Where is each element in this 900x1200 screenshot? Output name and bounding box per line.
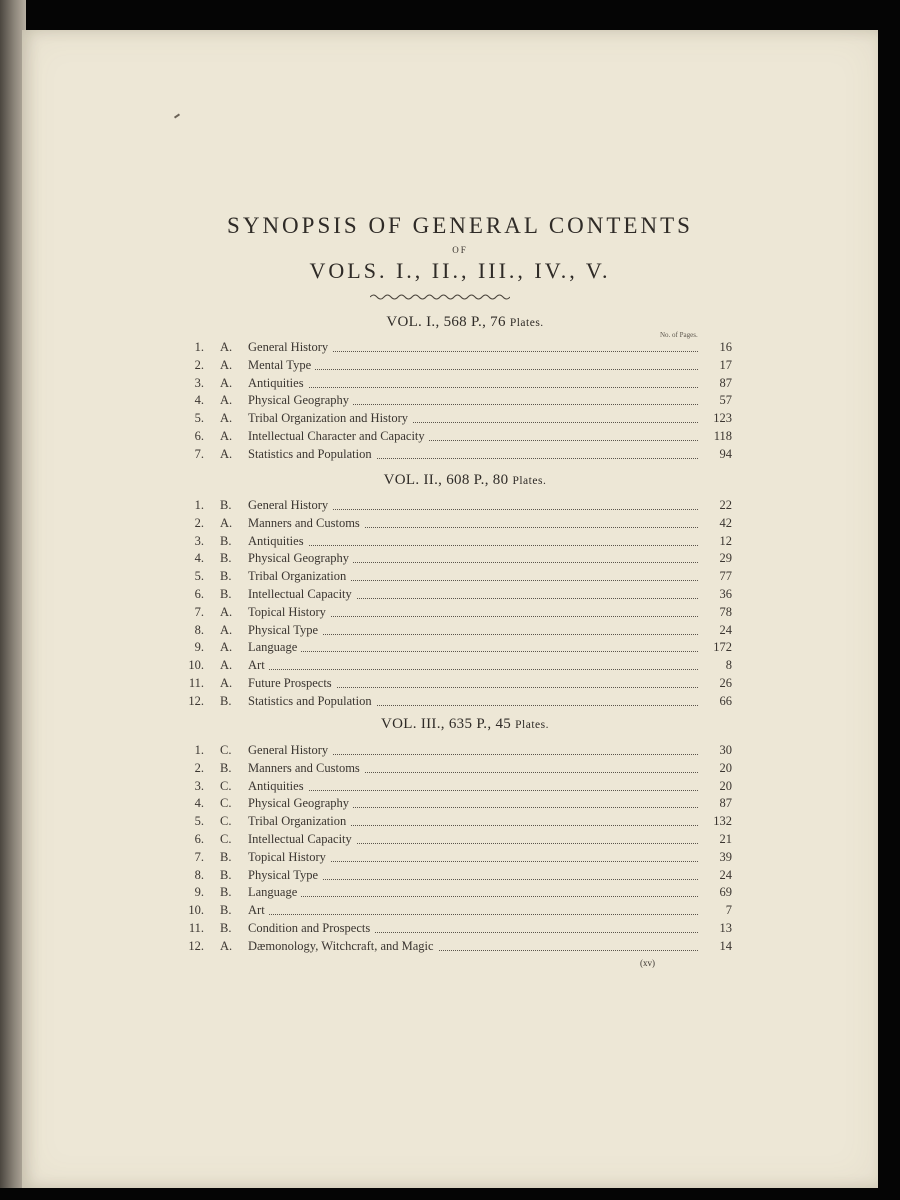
volume-plates-label: Plates. — [509, 317, 544, 329]
entry-code: A. — [220, 446, 233, 461]
entry-leader — [248, 920, 698, 937]
entry-number: 9. — [194, 640, 204, 655]
contents-entry — [172, 375, 732, 392]
contents-entry — [172, 795, 732, 812]
entry-number: 12. — [188, 693, 204, 708]
entry-pages: 118 — [713, 429, 732, 443]
entry-title: Physical Geography — [248, 551, 353, 565]
entry-number: 7. — [194, 446, 204, 461]
entry-number: 12. — [188, 938, 204, 953]
contents-entry — [172, 675, 732, 692]
volume-plates-label: Plates. — [512, 475, 547, 487]
contents-entry — [172, 902, 732, 919]
title-connector: OF — [452, 245, 468, 255]
entry-number: 4. — [194, 393, 204, 408]
entry-pages: 16 — [719, 340, 732, 354]
entry-leader — [248, 902, 698, 919]
entry-number: 5. — [194, 411, 204, 426]
entry-code: B. — [220, 533, 232, 548]
entry-number: 6. — [194, 587, 204, 601]
entry-number: 6. — [194, 832, 204, 846]
entry-leader — [248, 604, 698, 621]
entry-title: Topical History — [248, 605, 330, 619]
entry-pages: 24 — [719, 867, 732, 882]
entry-code: B. — [220, 693, 232, 708]
entry-number: 3. — [194, 533, 204, 548]
entry-number: 11. — [188, 676, 204, 690]
entry-pages: 123 — [713, 411, 732, 426]
entry-number: 4. — [194, 796, 204, 811]
entry-code: B. — [220, 921, 232, 935]
entry-pages: 94 — [719, 446, 732, 461]
entry-title: Tribal Organization and History — [248, 411, 412, 425]
entry-pages: 78 — [719, 604, 732, 619]
entry-code: A. — [220, 938, 233, 953]
contents-entry — [172, 920, 732, 937]
contents-entry — [172, 849, 732, 866]
entry-number: 6. — [194, 429, 204, 443]
entry-number: 10. — [188, 903, 204, 918]
entry-leader — [248, 693, 698, 710]
entry-title: Language — [248, 640, 301, 654]
entry-pages: 20 — [719, 778, 732, 793]
entry-pages: 30 — [719, 743, 732, 757]
entry-title: Manners and Customs — [248, 761, 364, 775]
volume-heading-text: VOL. III., 635 P., 45 — [381, 716, 512, 732]
entry-pages: 172 — [713, 640, 732, 655]
entry-title: Condition and Prospects — [248, 921, 374, 935]
entry-pages: 24 — [719, 622, 732, 637]
contents-entry — [172, 622, 732, 639]
entry-code: B. — [220, 849, 232, 864]
contents-entry — [172, 410, 732, 427]
entry-number: 9. — [194, 885, 204, 900]
entry-pages: 42 — [719, 515, 732, 530]
entry-title: Physical Type — [248, 623, 322, 637]
entry-number: 2. — [194, 515, 204, 530]
entry-leader — [248, 392, 698, 409]
entry-number: 11. — [188, 921, 204, 935]
contents-entry — [172, 831, 732, 848]
entry-title: Physical Geography — [248, 796, 353, 810]
entry-code: B. — [220, 760, 232, 775]
entry-leader — [248, 831, 698, 848]
contents-entry — [172, 533, 732, 550]
contents-entry — [172, 778, 732, 795]
entry-pages: 66 — [719, 693, 732, 708]
entry-code: A. — [220, 393, 233, 408]
entry-title: Art — [248, 658, 269, 672]
entry-title: Dæmonology, Witchcraft, and Magic — [248, 939, 438, 953]
ink-speck — [174, 113, 180, 118]
contents-entry — [172, 867, 732, 884]
entry-pages: 132 — [713, 814, 732, 829]
entry-leader — [248, 446, 698, 463]
entry-number: 1. — [194, 340, 204, 354]
contents-entry — [172, 446, 732, 463]
entry-number: 3. — [194, 375, 204, 390]
entry-leader — [248, 375, 698, 392]
entry-pages: 39 — [719, 849, 732, 864]
contents-entry — [172, 515, 732, 532]
volume-heading-text: VOL. II., 608 P., 80 — [383, 472, 509, 488]
volume-heading — [22, 314, 900, 331]
entry-code: A. — [220, 429, 233, 443]
entry-code: A. — [220, 604, 233, 619]
contents-entry — [172, 568, 732, 585]
entry-leader — [248, 884, 698, 901]
entry-code: B. — [220, 498, 232, 512]
entry-number: 8. — [194, 867, 204, 882]
entry-number: 7. — [194, 849, 204, 864]
entry-leader — [248, 849, 698, 866]
entry-code: A. — [220, 340, 233, 354]
entry-title: General History — [248, 498, 332, 512]
entry-pages: 29 — [719, 551, 732, 566]
entry-number: 5. — [194, 814, 204, 829]
entry-leader — [248, 938, 698, 955]
entry-pages: 87 — [719, 375, 732, 390]
entry-code: C. — [220, 832, 232, 846]
entry-leader — [248, 622, 698, 639]
entry-code: A. — [220, 622, 233, 637]
entry-title: Mental Type — [248, 358, 315, 372]
entry-pages: 36 — [719, 587, 732, 601]
entry-title: Intellectual Capacity — [248, 587, 356, 601]
entry-leader — [248, 533, 698, 550]
entry-leader — [248, 760, 698, 777]
entry-pages: 57 — [719, 393, 732, 408]
entry-leader — [248, 568, 698, 585]
entry-title: General History — [248, 340, 332, 354]
entry-pages: 7 — [725, 903, 732, 918]
entry-leader — [248, 410, 698, 427]
entry-number: 1. — [194, 498, 204, 512]
contents-entry — [172, 813, 732, 830]
entry-title: Physical Type — [248, 868, 322, 882]
contents-entry — [172, 357, 732, 374]
entry-pages: 20 — [719, 760, 732, 775]
contents-entry — [172, 339, 732, 356]
entry-code: A. — [220, 658, 233, 673]
entry-title: Tribal Organization — [248, 814, 350, 828]
entry-code: A. — [220, 640, 233, 655]
contents-entry — [172, 639, 732, 656]
volume-heading-text: VOL. I., 568 P., 76 — [386, 314, 506, 330]
entry-code: A. — [220, 676, 233, 690]
entry-code: C. — [220, 814, 232, 829]
entry-code: B. — [220, 885, 232, 900]
entry-leader — [248, 778, 698, 795]
entry-code: B. — [220, 903, 232, 918]
page-title: SYNOPSIS OF GENERAL CONTENTS — [227, 213, 693, 238]
entry-leader — [248, 742, 698, 759]
entry-number: 3. — [194, 778, 204, 793]
page-folio: (xv) — [640, 958, 655, 968]
entry-pages: 14 — [719, 938, 732, 953]
entry-code: B. — [220, 587, 232, 601]
contents-entry — [172, 938, 732, 955]
entry-title: Antiquities — [248, 779, 308, 793]
contents-entry — [172, 604, 732, 621]
contents-entry — [172, 497, 732, 514]
entry-number: 4. — [194, 551, 204, 566]
entry-number: 1. — [194, 743, 204, 757]
entry-title: Statistics and Population — [248, 694, 376, 708]
entry-leader — [248, 357, 698, 374]
entry-code: A. — [220, 515, 233, 530]
entry-title: Antiquities — [248, 534, 308, 548]
entry-code: C. — [220, 796, 232, 811]
entry-title: Topical History — [248, 850, 330, 864]
title-flourish — [370, 292, 510, 302]
contents-entry — [172, 693, 732, 710]
entry-code: C. — [220, 778, 232, 793]
entry-title: Physical Geography — [248, 393, 353, 407]
entry-title: Manners and Customs — [248, 516, 364, 530]
entry-title: Statistics and Population — [248, 447, 376, 461]
entry-leader — [248, 813, 698, 830]
contents-entry — [172, 884, 732, 901]
entry-title: Language — [248, 885, 301, 899]
entry-leader — [248, 867, 698, 884]
entry-leader — [248, 550, 698, 567]
entry-number: 5. — [194, 569, 204, 584]
entry-pages: 17 — [719, 357, 732, 372]
entry-title: Antiquities — [248, 376, 308, 390]
entry-leader — [248, 795, 698, 812]
entry-code: A. — [220, 411, 233, 426]
entry-code: A. — [220, 357, 233, 372]
volume-plates-label: Plates. — [515, 719, 549, 731]
entry-pages: 22 — [719, 498, 732, 512]
entry-title: Future Prospects — [248, 676, 336, 690]
volume-heading — [22, 716, 900, 733]
contents-entry — [172, 742, 732, 759]
contents-entry — [172, 586, 732, 603]
entry-pages: 21 — [719, 832, 732, 846]
entry-title: Intellectual Character and Capacity — [248, 429, 429, 443]
entry-pages: 87 — [719, 796, 732, 811]
entry-pages: 26 — [719, 676, 732, 690]
entry-leader — [248, 586, 698, 603]
volume-heading — [22, 472, 900, 489]
entry-number: 2. — [194, 760, 204, 775]
entry-leader — [248, 339, 698, 356]
page-subtitle: VOLS. I., II., III., IV., V. — [309, 258, 611, 283]
entry-number: 10. — [188, 658, 204, 673]
entry-leader — [248, 515, 698, 532]
entry-title: Tribal Organization — [248, 569, 350, 583]
entry-leader — [248, 675, 698, 692]
entry-title: Art — [248, 903, 269, 917]
contents-entry — [172, 760, 732, 777]
contents-entry — [172, 392, 732, 409]
entry-leader — [248, 497, 698, 514]
entry-number: 8. — [194, 622, 204, 637]
contents-entry — [172, 428, 732, 445]
document-page — [22, 30, 878, 1188]
entry-title: General History — [248, 743, 332, 757]
entry-code: A. — [220, 375, 233, 390]
contents-entry — [172, 657, 732, 674]
entry-code: B. — [220, 569, 232, 584]
entry-leader — [248, 639, 698, 656]
entry-pages: 8 — [725, 658, 732, 673]
entry-pages: 77 — [719, 569, 732, 584]
entry-pages: 12 — [719, 533, 732, 548]
contents-entry — [172, 550, 732, 567]
entry-number: 2. — [194, 357, 204, 372]
entry-code: B. — [220, 551, 232, 566]
entry-title: Intellectual Capacity — [248, 832, 356, 846]
entry-number: 7. — [194, 604, 204, 619]
entry-leader — [248, 428, 698, 445]
entry-code: C. — [220, 743, 232, 757]
pages-column-label: No. of Pages. — [660, 331, 698, 339]
entry-pages: 69 — [719, 885, 732, 900]
entry-leader — [248, 657, 698, 674]
entry-pages: 13 — [719, 921, 732, 935]
entry-code: B. — [220, 867, 232, 882]
